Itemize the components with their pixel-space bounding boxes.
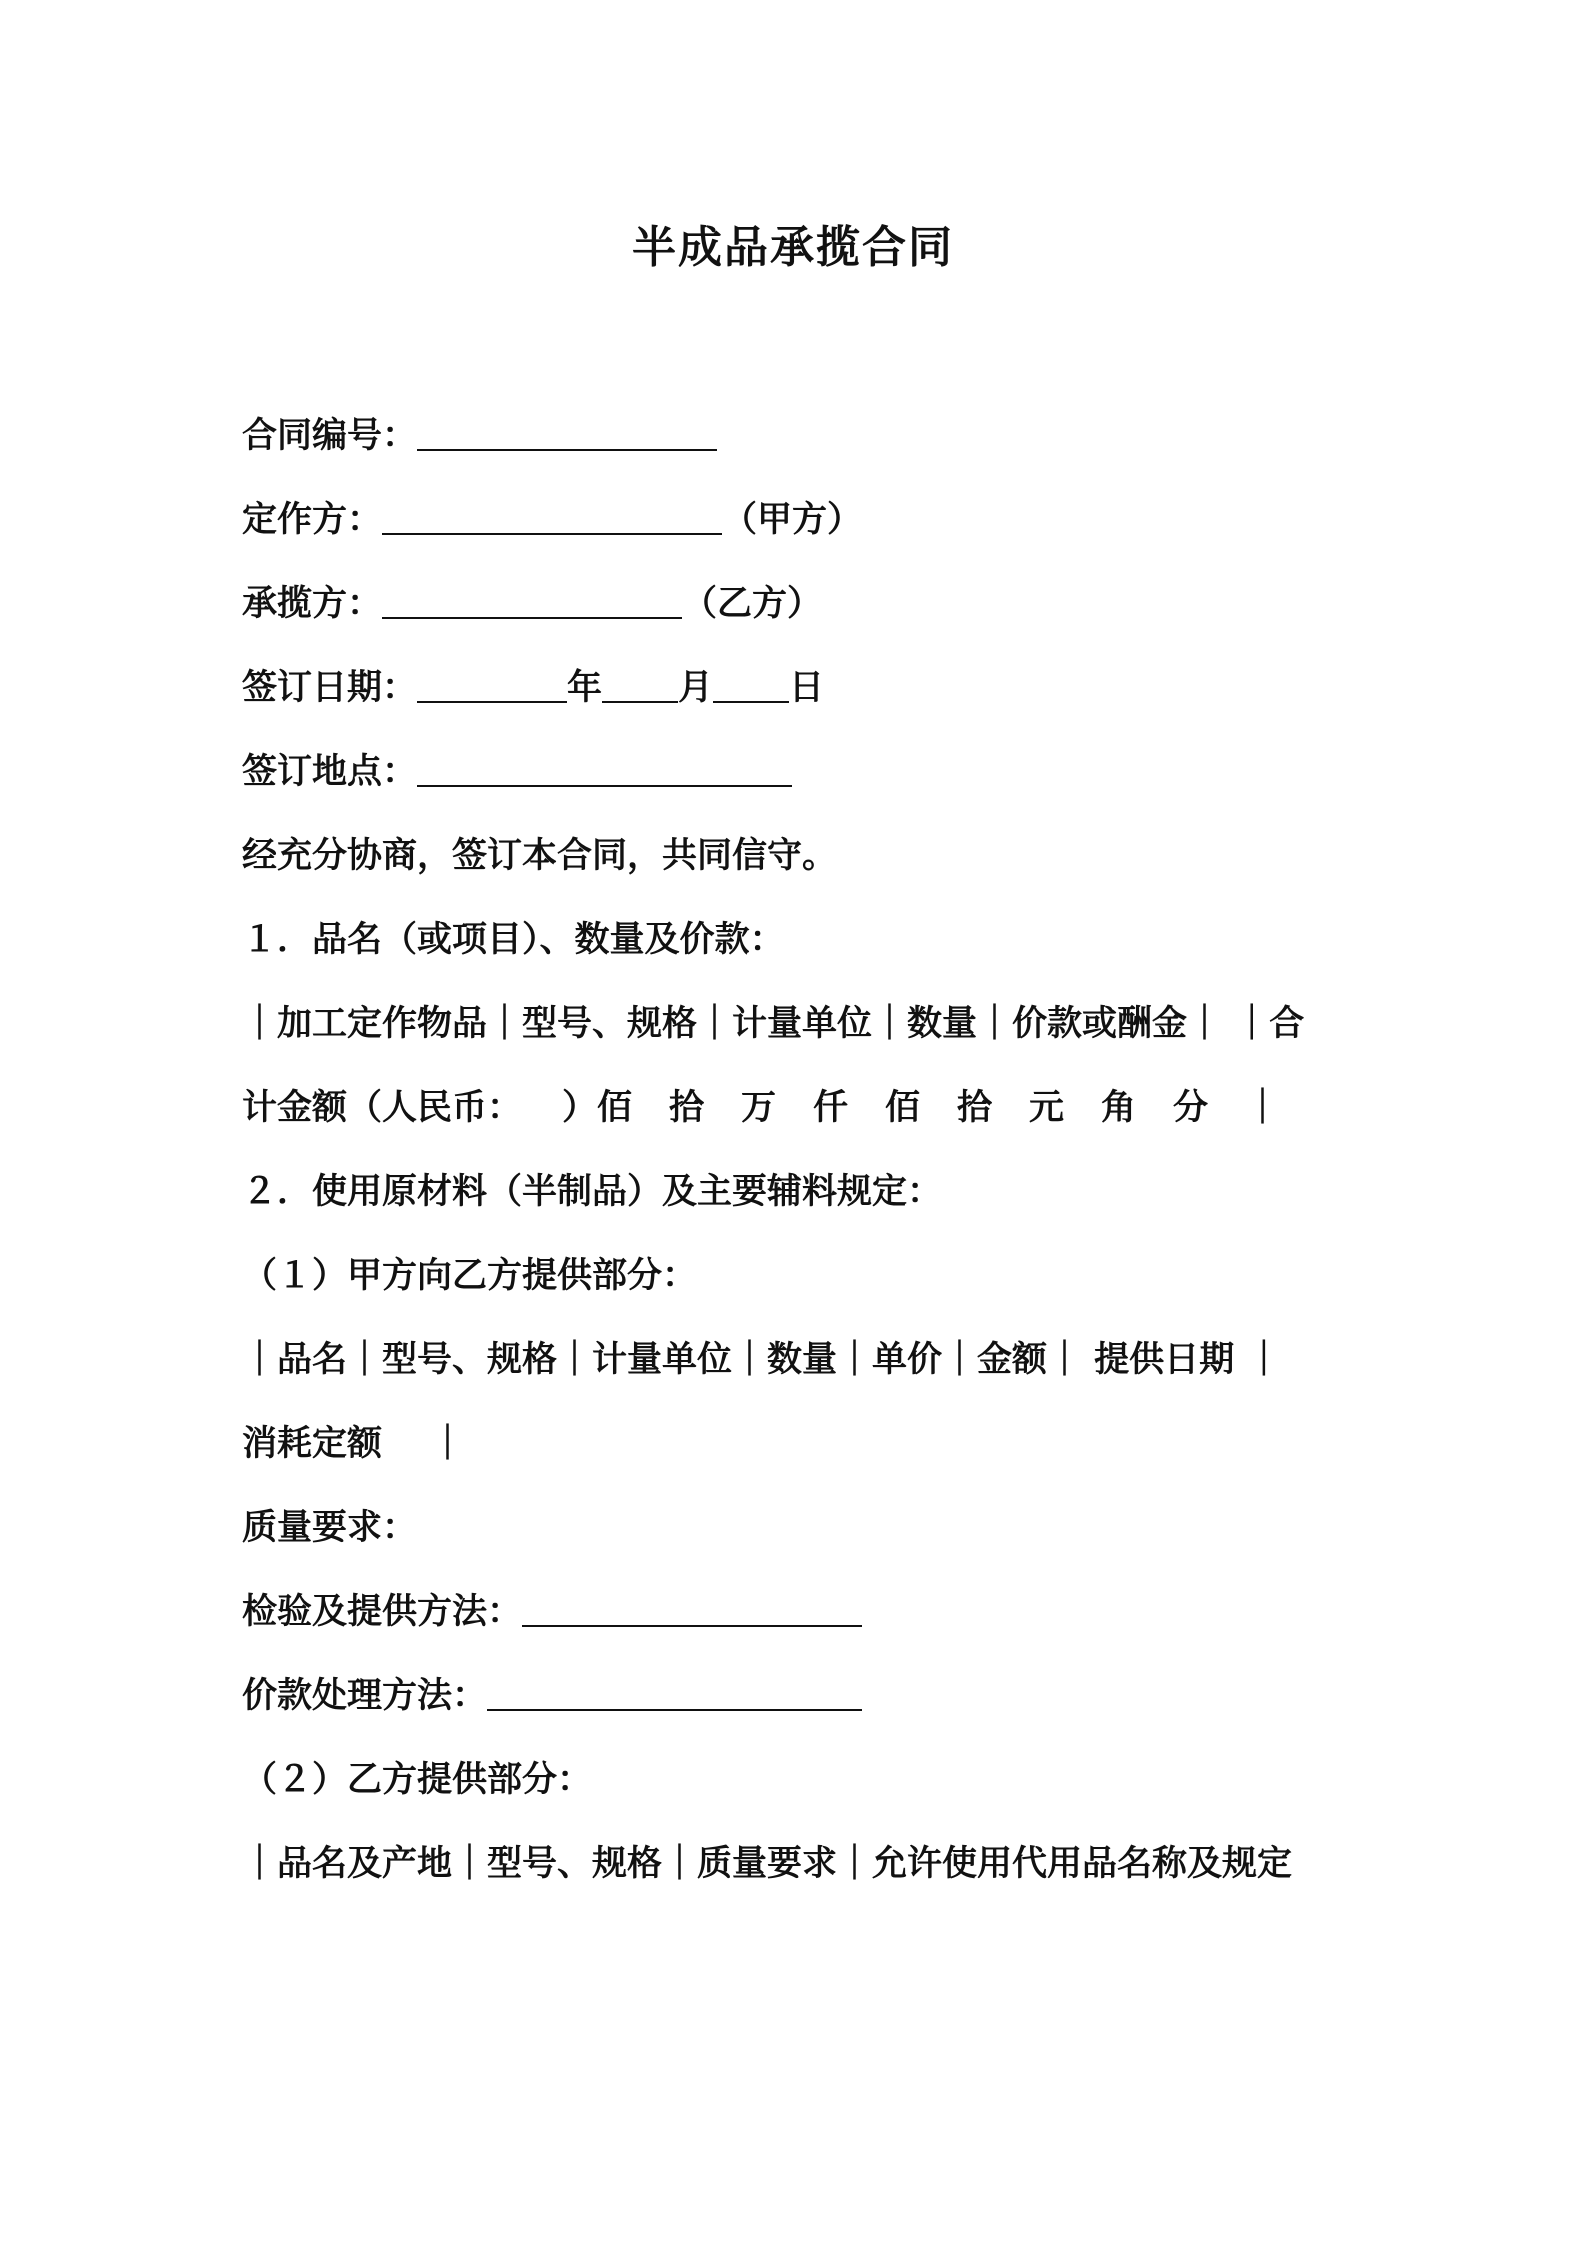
day-label: 日 [789,668,825,708]
orderer-label: 定作方： [242,500,383,540]
part1-table-row-cont [242,1420,1362,1468]
year-label: 年 [567,668,603,708]
month-blank[interactable] [602,667,678,703]
contractor-blank[interactable] [382,583,682,619]
total-units: 佰拾万仟佰拾元角分 [597,1088,1246,1128]
sign-place-blank[interactable] [417,751,792,787]
inspection-label: 检验及提供方法： [242,1592,523,1632]
section1-heading: １．品名（或项目）、数量及价款： [242,920,785,960]
total-paren: ） [562,1088,598,1128]
contract-number-label: 合同编号： [242,416,418,456]
contractor-line [242,580,1362,628]
consumption-quota-label: 消耗定额 [242,1424,383,1464]
total-end: ｜ [1245,1088,1281,1128]
contractor-suffix: （乙方） [682,584,823,624]
orderer-line [242,496,1362,544]
section2-heading: ２．使用原材料（半制品）及主要辅料规定： [242,1172,943,1212]
month-label: 月 [678,668,714,708]
section1-table-row: ｜加工定作物品｜型号、规格｜计量单位｜数量｜价款或酬金｜ ｜合 [242,1004,1305,1044]
sign-place-label: 签订地点： [242,752,418,792]
payment-blank[interactable] [487,1675,862,1711]
day-blank[interactable] [713,667,789,703]
total-prefix: 计金额（人民币： [242,1088,523,1128]
sign-date-label: 签订日期： [242,668,418,708]
contractor-label: 承揽方： [242,584,383,624]
part1-heading: （１）甲方向乙方提供部分： [242,1256,698,1296]
orderer-suffix: （甲方） [722,500,863,540]
contract-number-line [242,412,1362,460]
part2-table-row: ｜品名及产地｜型号、规格｜质量要求｜允许使用代用品名称及规定 [242,1844,1293,1884]
consumption-quota-end: ｜ [430,1424,466,1464]
part2-heading: （２）乙方提供部分： [242,1760,593,1800]
document-title: 半成品承揽合同 [632,222,954,273]
inspection-blank[interactable] [522,1591,862,1627]
section1-total-line [242,1084,1362,1132]
payment-line [242,1672,1362,1720]
year-blank[interactable] [417,667,567,703]
inspection-line [242,1588,1362,1636]
sign-date-line [242,664,1362,712]
intro-text: 经充分协商，签订本合同，共同信守。 [242,836,838,876]
orderer-blank[interactable] [382,499,722,535]
part1-table-row: ｜品名｜型号、规格｜计量单位｜数量｜单价｜金额｜ 提供日期 ｜ [242,1340,1282,1380]
contract-number-blank[interactable] [417,415,717,451]
quality-requirement-label: 质量要求： [242,1508,418,1548]
sign-place-line [242,748,1362,796]
payment-label: 价款处理方法： [242,1676,488,1716]
